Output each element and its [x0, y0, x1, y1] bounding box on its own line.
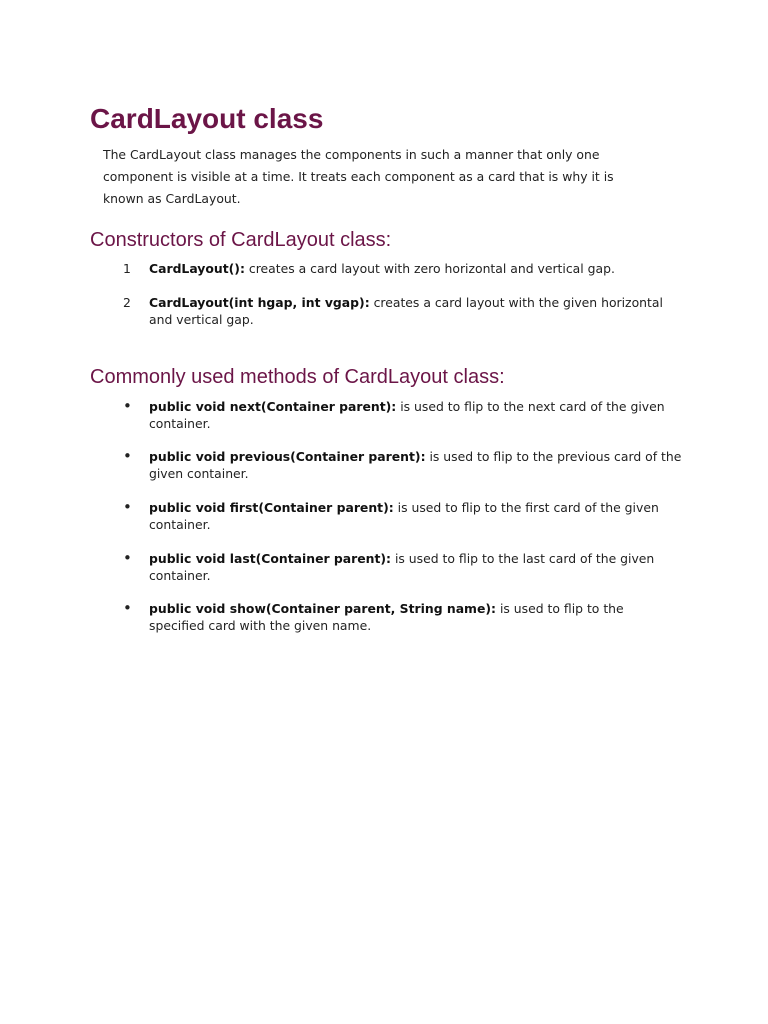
method-signature: public void previous(Container parent): [149, 449, 426, 464]
constructor-term: CardLayout(int hgap, int vgap): [149, 295, 370, 310]
method-description: is used to flip to the next card of the given container. [149, 399, 665, 431]
list-number: 1 [123, 261, 131, 276]
intro-paragraph: The CardLayout class manages the components in such a manner that only one component is visible at a time. It treats each component as a card that is why it is known as CardLayout. [103, 147, 614, 206]
method-text [149, 499, 683, 533]
bullet-icon: • [123, 599, 132, 617]
bullet-icon: • [123, 447, 132, 465]
bullet-icon: • [123, 498, 132, 516]
list-number: 2 [123, 295, 131, 310]
constructor-description: creates a card layout with the given horizontal and vertical gap. [149, 295, 663, 327]
constructor-text [149, 294, 683, 328]
constructor-text [149, 260, 683, 277]
method-text [149, 448, 683, 482]
method-item [123, 398, 683, 432]
method-description: is used to flip to the last card of the given container. [149, 551, 655, 583]
method-signature: public void show(Container parent, String name): [149, 601, 496, 616]
method-text [149, 550, 683, 584]
constructor-term: CardLayout(): [149, 261, 245, 276]
bullet-icon: • [123, 397, 132, 415]
constructor-description: creates a card layout with zero horizontal and vertical gap. [244, 261, 615, 276]
page-title: CardLayout class [90, 103, 324, 134]
method-description: is used to flip to the first card of the given container. [149, 500, 659, 532]
method-signature: public void last(Container parent): [149, 551, 392, 566]
method-description: is used to flip to the previous card of the given container. [149, 449, 682, 481]
constructor-item [123, 294, 683, 328]
constructor-item [123, 260, 683, 277]
constructors-heading: Constructors of CardLayout class: [90, 229, 392, 251]
method-text [149, 398, 683, 432]
method-signature: public void next(Container parent): [149, 399, 397, 414]
method-item [123, 448, 683, 482]
method-text [149, 600, 683, 634]
method-item [123, 600, 683, 634]
method-description: is used to flip to the specified card with the given name. [149, 601, 624, 633]
methods-heading: Commonly used methods of CardLayout class: [90, 366, 505, 388]
bullet-icon: • [123, 549, 132, 567]
method-item [123, 499, 683, 533]
method-signature: public void first(Container parent): [149, 500, 394, 515]
method-item [123, 550, 683, 584]
